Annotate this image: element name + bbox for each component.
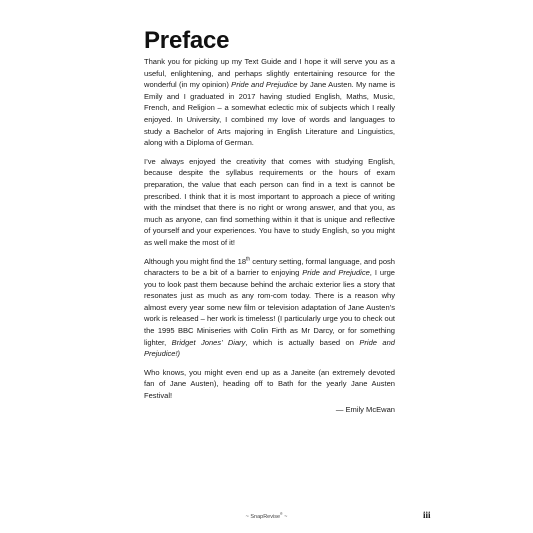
page-title: Preface bbox=[144, 27, 230, 54]
registered-mark: ® bbox=[280, 512, 283, 517]
book-title: Pride and Prejudice bbox=[302, 268, 370, 278]
page-number: iii bbox=[423, 510, 431, 520]
paragraph-3: Although you might find the 18th century setting, formal language, and posh characters to be a bit of a barrier to enjoying Pride and Prejudice, I urge you to look past them because behind the archaic exterior lies a story that resonates just as much as any rom-com today. There is a reason why almost every year some new film or television adaptation of Jane Austen’s work is released – her work is timeless! (I particularly urge you to check out the 1995 BBC Miniseries with Colin Firth as Mr Darcy, or for something lighter, Bridget Jones’ Diary, which is actually based on Pride and Prejudice!) bbox=[144, 255, 395, 359]
ordinal-suffix: th bbox=[246, 255, 251, 262]
author-signature: — Emily McEwan bbox=[335, 405, 395, 414]
preface-body bbox=[144, 56, 395, 409]
paragraph-2: I’ve always enjoyed the creativity that comes with studying English, because despite the syllabus requirements or the hours of exam preparation, the value that each person can find in a text is cannot be prescribed. I think that it is most important to approach a piece of writing with the mindset that there is no right or wrong answer, and that you, as much as anyone, can find something within it that is unique and reflective of yourself and your experiences. You have to study English, so you might as well make the most of it! bbox=[144, 156, 395, 247]
paragraph-4: Who knows, you might even end up as a Janeite (an extremely devoted fan of Jane Austen), heading off to Bath for the yearly Jane Austen Festival! bbox=[144, 367, 395, 401]
paragraph-1: Thank you for picking up my Text Guide and I hope it will serve you as a useful, enlightening, and perhaps slightly entertaining resource for the wonderful (in my opinion) Pride and Prejudice by Jane Austen. My name is Emily and I graduated in 2017 having studied English, Maths, Music, French, and Religion – a somewhat eclectic mix of subjects which I really enjoyed. In University, I combined my love of words and languages to study a Bachelor of Arts majoring in English Literature and Linguistics, along with a Diploma of German. bbox=[144, 57, 395, 148]
film-title: Bridget Jones’ Diary bbox=[171, 337, 246, 347]
book-title: Pride and Prejudice!) bbox=[144, 337, 395, 359]
book-title: Pride and Prejudice bbox=[231, 80, 298, 90]
footer-brand: ~ SnapRevise® ~ bbox=[245, 512, 288, 520]
